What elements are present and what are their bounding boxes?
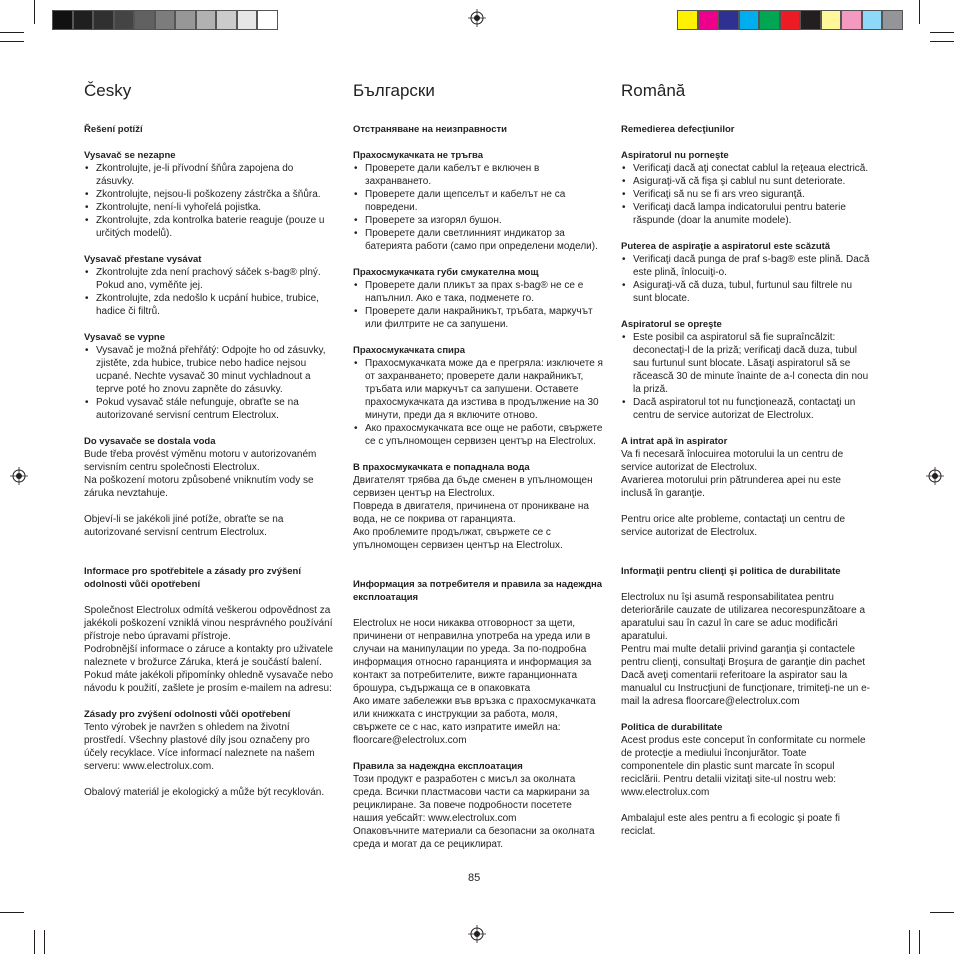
color-swatch bbox=[134, 10, 155, 30]
paragraph: Този продукт е разработен с мисъл за околната среда. Всички пластмасови части са маркирани за рециклиране. За повече подробности посетете нашия уебсайт: www.electrolux.com bbox=[353, 774, 590, 824]
language-title: Česky bbox=[84, 81, 132, 100]
list-item: • Проверете дали кабелът е включен в захранването. bbox=[353, 162, 603, 188]
color-swatch bbox=[216, 10, 237, 30]
color-swatch bbox=[739, 10, 760, 30]
info-title: Informaţii pentru clienţi şi politica de durabilitate bbox=[621, 566, 841, 577]
paragraph: Dacă aveţi comentarii referitoare la aspirator sau la manualul cu Instrucţiuni de funcţionare, trimiteţi-ne un e-mail la adresa floorcare@electrolux.com bbox=[621, 670, 871, 707]
color-swatch bbox=[759, 10, 780, 30]
list-item: • Verificaţi dacă punga de praf s-bag® este plină. Dacă este plină, înlocuiţi-o. bbox=[621, 253, 871, 279]
page-number: 85 bbox=[468, 872, 481, 884]
crop-mark bbox=[930, 912, 954, 913]
paragraph: Pokud máte jakékoli připomínky ohledně vysavače nebo návodu k použití, zašlete je prosím e-mailem na adresu: bbox=[84, 670, 334, 694]
paragraph: Опаковъчните материали са безопасни за околната среда и могат да се рециклират. bbox=[353, 826, 595, 850]
paragraph: Podrobnější informace o záruce a kontakty pro uživatele naleznete v brožurce Záruka, která je součástí balení. bbox=[84, 644, 334, 668]
paragraph: Avarierea motorului prin pătrunderea apei nu este inclusă în garanţie. bbox=[621, 475, 841, 499]
bullet-list bbox=[353, 357, 603, 448]
info-title: Информация за потребителя и правила за надеждна експлоатация bbox=[353, 579, 603, 603]
color-swatch bbox=[862, 10, 883, 30]
problem-title: A intrat apă în aspirator bbox=[621, 436, 728, 447]
paragraph: Electrolux nu îşi asumă responsabilitatea pentru deteriorările cauzate de utilizarea necorespunzătoare a aparatului sau în cazul în care se aduc modificări aparatului. bbox=[621, 592, 866, 642]
color-swatch bbox=[52, 10, 73, 30]
problem-title: Прахосмукачката спира bbox=[353, 345, 465, 356]
language-title: Română bbox=[621, 81, 686, 100]
bullet-list bbox=[353, 162, 603, 253]
color-swatch bbox=[257, 10, 278, 30]
list-item: • Zkontrolujte, zda nedošlo k ucpání hubice, trubice, hadice či filtrů. bbox=[84, 292, 334, 318]
color-calibration-bar bbox=[677, 10, 903, 30]
paragraph: Pentru mai multe detalii privind garanţia şi contactele pentru clienţi, consultaţi Broşura de garanţie din pachet bbox=[621, 644, 866, 668]
color-swatch bbox=[841, 10, 862, 30]
crop-mark bbox=[0, 912, 24, 913]
paragraph: Ambalajul este ales pentru a fi ecologic şi poate fi reciclat. bbox=[621, 813, 841, 837]
bullet-list bbox=[84, 162, 334, 240]
bulgarian-column bbox=[353, 80, 603, 851]
color-swatch bbox=[698, 10, 719, 30]
registration-mark-icon bbox=[10, 467, 28, 485]
registration-mark-icon bbox=[468, 925, 486, 943]
color-swatch bbox=[196, 10, 217, 30]
list-item: • Проверете дали щепселът и кабелът не са повредени. bbox=[353, 188, 603, 214]
crop-mark bbox=[930, 41, 954, 42]
paragraph: Na poškození motoru způsobené vniknutím vody se záruka nevztahuje. bbox=[84, 475, 314, 499]
color-swatch bbox=[175, 10, 196, 30]
problem-title: Aspiratorul se opreşte bbox=[621, 319, 722, 330]
list-item: • Pokud vysavač stále nefunguje, obraťte se na autorizované servisní centrum Electrolux. bbox=[84, 396, 334, 422]
list-item: • Проверете за изгорял бушон. bbox=[353, 214, 603, 227]
color-swatch bbox=[93, 10, 114, 30]
paragraph: Objeví-li se jakékoli jiné potíže, obraťte se na autorizované servisní centrum Electrolux. bbox=[84, 514, 284, 538]
list-item: • Проверете дали накрайникът, тръбата, маркучът или филтрите не са запушени. bbox=[353, 305, 603, 331]
problem-title: Прахосмукачката губи смукателна мощ bbox=[353, 267, 539, 278]
paragraph: Obalový materiál je ekologický a může být recyklován. bbox=[84, 787, 325, 798]
info-title: Informace pro spotřebitele a zásady pro zvýšení odolnosti vůči opotřebení bbox=[84, 566, 301, 590]
crop-mark bbox=[34, 930, 35, 954]
list-item: • Verificaţi dacă lampa indicatorului pentru baterie răspunde (doar la anumite modele). bbox=[621, 201, 871, 227]
color-swatch bbox=[114, 10, 135, 30]
color-swatch bbox=[718, 10, 739, 30]
paragraph: Повреда в двигателя, причинена от проникване на вода, не се покрива от гаранцията. bbox=[353, 501, 589, 525]
list-item: • Проверете дали пликът за прах s-bag® не се е напълнил. Ако е така, подменете го. bbox=[353, 279, 603, 305]
list-item: • Zkontrolujte zda není prachový sáček s-bag® plný. Pokud ano, vyměňte jej. bbox=[84, 266, 334, 292]
problem-title: Aspiratorul nu porneşte bbox=[621, 150, 729, 161]
sustainability-title: Правила за надеждна експлоатация bbox=[353, 761, 523, 772]
problem-title: Puterea de aspiraţie a aspiratorul este scăzută bbox=[621, 241, 831, 252]
list-item: • Vysavač je možná přehřátý: Odpojte ho od zásuvky, zjistěte, zda hubice, trubice nebo hadice nejsou ucpané. Nechte vysavač 30 minut vychladnout a teprve poté ho znovu zapněte do zásuvky. bbox=[84, 344, 334, 396]
color-swatch bbox=[73, 10, 94, 30]
crop-mark bbox=[44, 930, 45, 954]
paragraph: Acest produs este conceput în conformitate cu normele de protecţie a mediului înconjurător. Toate componentele din plastic sunt marcate în scopul reciclării. Pentru detalii vizitaţi site-ul nostru web: www.electrolux.com bbox=[621, 735, 866, 798]
paragraph: Ако имате забележки във връзка с прахосмукачката или книжката с инструкции за работа, моля, свържете се с нас, като изпратите имейл на: floorcare@electrolux.com bbox=[353, 696, 596, 746]
paragraph: Ако проблемите продължат, свържете се с упълномощен сервизен център на Electrolux. bbox=[353, 527, 563, 551]
bullet-list bbox=[621, 253, 871, 305]
list-item: • Ако прахосмукачката все още не работи, свържете се с упълномощен сервизен център на Electrolux. bbox=[353, 422, 603, 448]
color-swatch bbox=[800, 10, 821, 30]
registration-mark-icon bbox=[926, 467, 944, 485]
section-heading: Řešení potíží bbox=[84, 124, 143, 135]
paragraph: Společnost Electrolux odmítá veškerou odpovědnost za jakékoli poškození vzniklá vinou nesprávného používání přístroje nebo úpravami přístroje. bbox=[84, 605, 333, 642]
list-item: • Проверете дали светлинният индикатор за батерията работи (само при определени модели). bbox=[353, 227, 603, 253]
problem-title: Do vysavače se dostala voda bbox=[84, 436, 216, 447]
problem-title: Vysavač přestane vysávat bbox=[84, 254, 202, 265]
list-item: • Asiguraţi-vă că duza, tubul, furtunul sau filtrele nu sunt blocate. bbox=[621, 279, 871, 305]
color-swatch bbox=[821, 10, 842, 30]
crop-mark bbox=[34, 0, 35, 24]
list-item: • Zkontrolujte, je-li přívodní šňůra zapojena do zásuvky. bbox=[84, 162, 334, 188]
crop-mark bbox=[0, 32, 24, 33]
bullet-list bbox=[84, 344, 334, 422]
color-swatch bbox=[237, 10, 258, 30]
paragraph: Pentru orice alte probleme, contactaţi un centru de service autorizat de Electrolux. bbox=[621, 514, 846, 538]
paragraph: Двигателят трябва да бъде сменен в упълномощен сервизен център на Electrolux. bbox=[353, 475, 593, 499]
list-item: • Este posibil ca aspiratorul să fie supraîncălzit: deconectaţi-l de la priză; verificaţi dacă duza, tubul sau furtunul sunt blocate. Lăsaţi aspiratorul să se răcească 30 de minute înainte de a-l conecta din nou la priză. bbox=[621, 331, 871, 396]
color-swatch bbox=[677, 10, 698, 30]
bullet-list bbox=[621, 331, 871, 422]
list-item: • Zkontrolujte, není-li vyhořelá pojistka. bbox=[84, 201, 334, 214]
problem-title: В прахосмукачката е попаднала вода bbox=[353, 462, 530, 473]
bullet-list bbox=[621, 162, 871, 227]
list-item: • Asiguraţi-vă că fişa şi cablul nu sunt deteriorate. bbox=[621, 175, 871, 188]
paragraph: Bude třeba provést výměnu motoru v autorizovaném servisním centru společnosti Electrolux. bbox=[84, 449, 317, 473]
list-item: • Zkontrolujte, zda kontrolka baterie reaguje (pouze u určitých modelů). bbox=[84, 214, 334, 240]
bullet-list bbox=[84, 266, 334, 318]
section-heading: Отстраняване на неизправности bbox=[353, 124, 507, 135]
czech-column bbox=[84, 80, 334, 799]
paragraph: Tento výrobek je navržen s ohledem na životní prostředí. Všechny plastové díly jsou označeny pro účely recyklace. Více informací naleznete na našem serveru: www.electrolux.com. bbox=[84, 722, 315, 772]
problem-title: Vysavač se vypne bbox=[84, 332, 165, 343]
sustainability-title: Politica de durabilitate bbox=[621, 722, 723, 733]
registration-mark-icon bbox=[468, 9, 486, 27]
crop-mark bbox=[919, 0, 920, 24]
crop-mark bbox=[0, 41, 24, 42]
crop-mark bbox=[919, 930, 920, 954]
paragraph: Va fi necesară înlocuirea motorului la un centru de service autorizat de Electrolux. bbox=[621, 449, 844, 473]
list-item: • Verificaţi dacă aţi conectat cablul la reţeaua electrică. bbox=[621, 162, 871, 175]
grayscale-calibration-bar bbox=[52, 10, 278, 30]
list-item: • Прахосмукачката може да е прегряла: изключете я от захранването; проверете дали накрайникът, тръбата или маркучът са запушени. Оставете прахосмукачката да изстива в продължение на 30 минути, преди да я включите отново. bbox=[353, 357, 603, 422]
list-item: • Verificaţi să nu se fi ars vreo siguranţă. bbox=[621, 188, 871, 201]
crop-mark bbox=[909, 930, 910, 954]
sustainability-title: Zásady pro zvýšení odolnosti vůči opotřebení bbox=[84, 709, 291, 720]
problem-title: Vysavač se nezapne bbox=[84, 150, 176, 161]
romanian-column bbox=[621, 80, 871, 838]
list-item: • Dacă aspiratorul tot nu funcţionează, contactaţi un centru de service autorizat de Electrolux. bbox=[621, 396, 871, 422]
crop-mark bbox=[930, 32, 954, 33]
bullet-list bbox=[353, 279, 603, 331]
color-swatch bbox=[780, 10, 801, 30]
section-heading: Remedierea defecţiunilor bbox=[621, 124, 735, 135]
color-swatch bbox=[155, 10, 176, 30]
problem-title: Прахосмукачката не тръгва bbox=[353, 150, 484, 161]
list-item: • Zkontrolujte, nejsou-li poškozeny zástrčka a šňůra. bbox=[84, 188, 334, 201]
language-title: Български bbox=[353, 81, 435, 100]
color-swatch bbox=[882, 10, 903, 30]
paragraph: Electrolux не носи никаква отговорност за щети, причинени от неправилна употреба на уреда или в случаи на манипулации по уреда. За по-подробна информация относно гаранцията и информация за контакт за потребителите, вижте гаранционната брошура, съдържаща се в опаковката bbox=[353, 618, 592, 694]
